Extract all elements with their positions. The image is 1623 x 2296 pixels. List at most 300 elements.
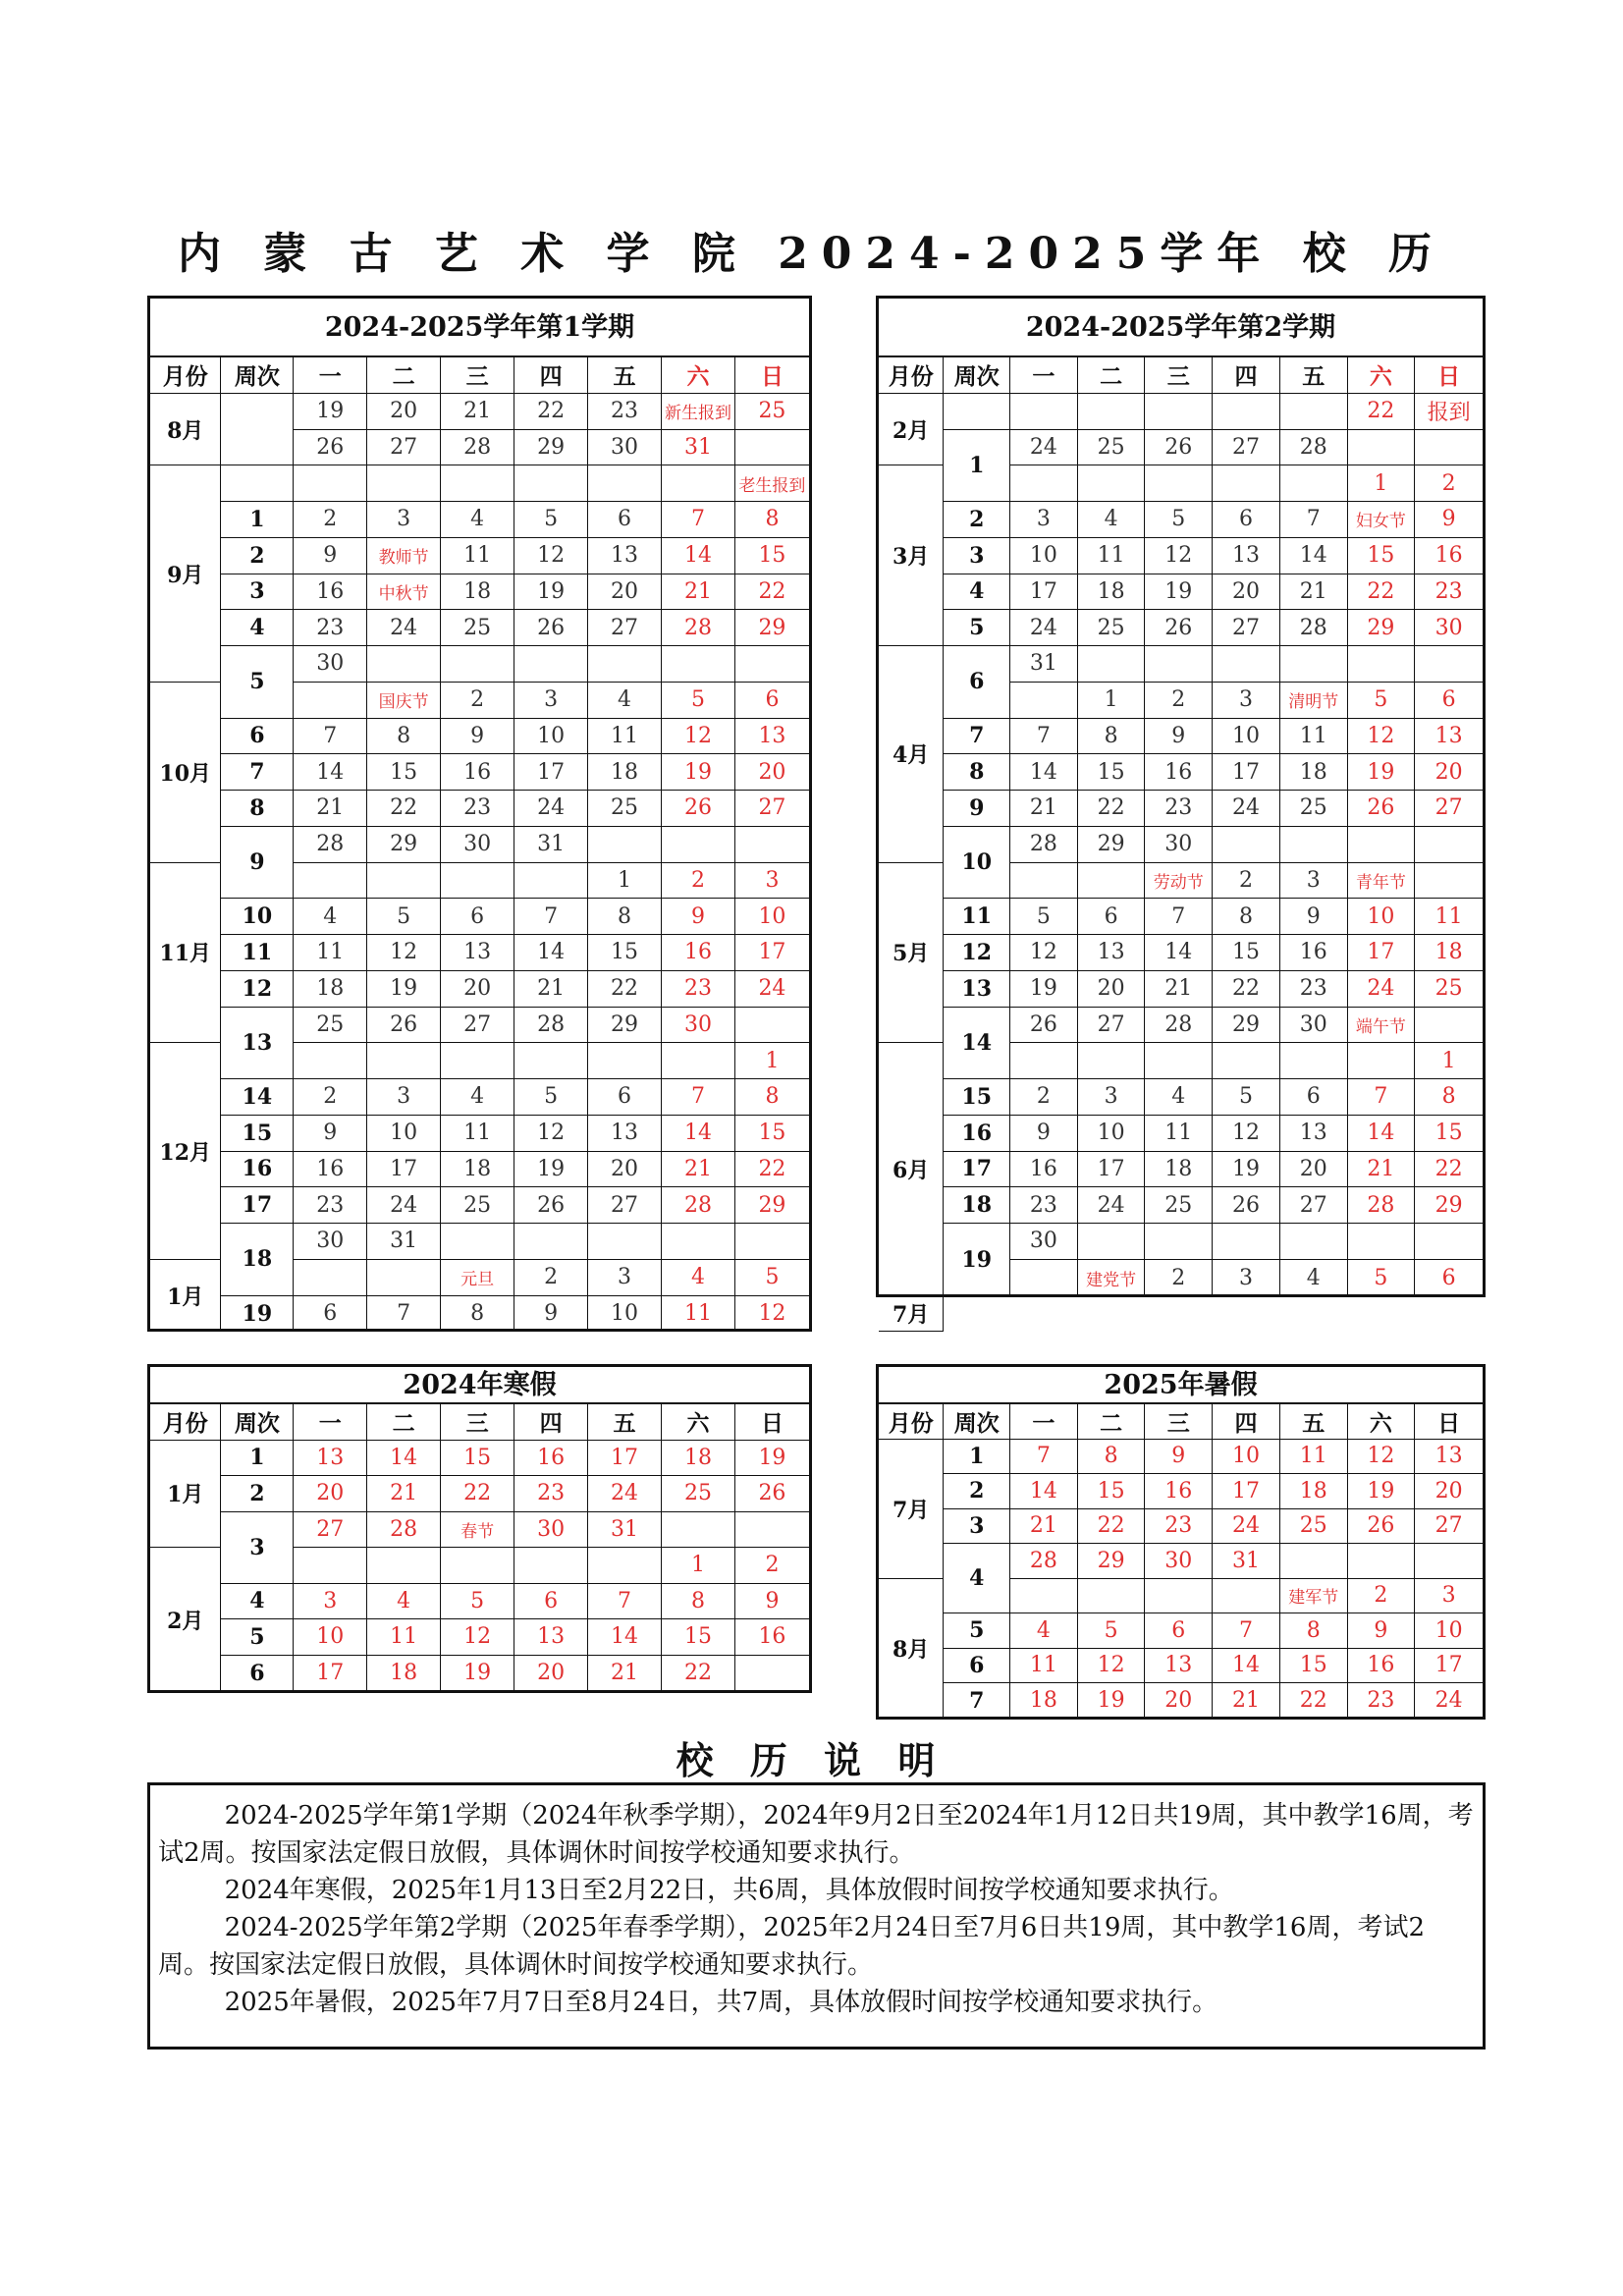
week-number: 11 <box>221 935 294 971</box>
day-cell: 5 <box>662 683 735 719</box>
holiday-label: 教师节 <box>367 538 441 574</box>
day-cell: 16 <box>1348 1649 1416 1684</box>
day-cell: 12 <box>1348 719 1416 755</box>
day-cell <box>1280 465 1348 502</box>
week-number: 11 <box>944 899 1010 935</box>
day-cell <box>662 827 735 863</box>
day-cell: 23 <box>1348 1683 1416 1719</box>
day-cell: 20 <box>735 754 809 791</box>
day-cell: 17 <box>1213 1474 1280 1509</box>
day-cell <box>1213 394 1280 430</box>
day-cell: 13 <box>514 1619 588 1656</box>
day-cell <box>514 1224 588 1260</box>
week-number <box>221 394 294 466</box>
day-cell: 6 <box>588 1079 662 1116</box>
week-number: 7 <box>944 1683 1010 1719</box>
day-cell: 27 <box>294 1512 367 1549</box>
week-number: 15 <box>221 1116 294 1152</box>
day-cell <box>1415 646 1483 683</box>
day-cell <box>735 1656 809 1692</box>
day-cell: 15 <box>1415 1116 1483 1152</box>
winter-break-calendar <box>147 1364 812 1693</box>
month-cell: 5月 <box>879 863 944 1044</box>
day-cell: 8 <box>662 1584 735 1620</box>
day-cell: 7 <box>662 1079 735 1116</box>
day-cell: 27 <box>588 1187 662 1224</box>
day-cell: 7 <box>1145 899 1213 935</box>
day-cell <box>1280 1544 1348 1579</box>
day-cell: 26 <box>1145 610 1213 646</box>
day-cell: 18 <box>588 754 662 791</box>
day-cell <box>1010 1579 1078 1614</box>
notes-title: 校 历 说 明 <box>676 1738 947 1782</box>
day-cell: 17 <box>367 1152 441 1188</box>
week-number: 14 <box>221 1079 294 1116</box>
day-cell <box>367 1548 441 1584</box>
day-cell <box>588 1224 662 1260</box>
col-header-3: 二 <box>367 1404 441 1441</box>
month-cell: 1月 <box>150 1260 221 1333</box>
day-cell: 20 <box>588 1152 662 1188</box>
day-cell: 10 <box>294 1619 367 1656</box>
day-cell: 30 <box>662 1008 735 1044</box>
week-number <box>221 465 294 502</box>
day-cell: 21 <box>662 574 735 611</box>
day-cell <box>441 465 514 502</box>
day-cell <box>735 646 809 683</box>
day-cell: 6 <box>1280 1079 1348 1116</box>
day-cell <box>1280 827 1348 863</box>
day-cell: 17 <box>294 1656 367 1692</box>
week-number: 4 <box>944 574 1010 611</box>
day-cell: 5 <box>1010 899 1078 935</box>
day-cell: 29 <box>588 1008 662 1044</box>
day-cell: 11 <box>1010 1649 1078 1684</box>
week-number: 1 <box>221 502 294 538</box>
day-cell: 15 <box>1348 538 1416 574</box>
day-cell: 30 <box>294 1224 367 1260</box>
day-cell: 5 <box>1078 1613 1146 1649</box>
col-header-3: 二 <box>367 357 441 394</box>
day-cell: 9 <box>1145 1440 1213 1475</box>
day-cell <box>294 1043 367 1079</box>
month-cell: 2月 <box>879 394 944 466</box>
day-cell <box>294 683 367 719</box>
day-cell: 20 <box>294 1476 367 1512</box>
day-cell: 19 <box>1010 971 1078 1008</box>
day-cell: 2 <box>662 863 735 900</box>
week-number: 4 <box>944 1544 1010 1613</box>
day-cell <box>1213 1579 1280 1614</box>
col-header-3: 二 <box>1078 1404 1146 1440</box>
day-cell: 2 <box>441 683 514 719</box>
col-header-5: 四 <box>1213 1404 1280 1440</box>
day-cell: 15 <box>441 1441 514 1477</box>
day-cell: 26 <box>1348 791 1416 827</box>
day-cell: 18 <box>1280 754 1348 791</box>
holiday-label: 老生报到 <box>735 465 809 502</box>
week-number: 3 <box>944 1509 1010 1545</box>
day-cell: 25 <box>441 610 514 646</box>
day-cell <box>367 1260 441 1296</box>
week-number: 2 <box>944 1474 1010 1509</box>
week-number: 16 <box>944 1116 1010 1152</box>
day-cell: 15 <box>1078 754 1146 791</box>
col-header-5: 四 <box>514 1404 588 1441</box>
day-cell: 14 <box>1213 1649 1280 1684</box>
week-number: 10 <box>944 827 1010 900</box>
day-cell <box>735 1512 809 1549</box>
day-cell: 30 <box>441 827 514 863</box>
day-cell: 17 <box>1078 1152 1146 1188</box>
day-cell: 18 <box>1415 935 1483 971</box>
day-cell: 7 <box>514 899 588 935</box>
day-cell: 14 <box>588 1619 662 1656</box>
col-header-7: 六 <box>1348 357 1416 394</box>
day-cell: 4 <box>1010 1613 1078 1649</box>
day-cell: 29 <box>735 610 809 646</box>
day-cell: 31 <box>588 1512 662 1549</box>
day-cell: 15 <box>367 754 441 791</box>
week-number: 19 <box>944 1224 1010 1296</box>
day-cell <box>1078 1224 1146 1260</box>
day-cell: 14 <box>514 935 588 971</box>
day-cell: 4 <box>1145 1079 1213 1116</box>
day-cell: 17 <box>735 935 809 971</box>
day-cell: 21 <box>662 1152 735 1188</box>
day-cell: 9 <box>1280 899 1348 935</box>
day-cell: 11 <box>1415 899 1483 935</box>
day-cell: 4 <box>294 899 367 935</box>
day-cell: 12 <box>1348 1440 1416 1475</box>
day-cell: 5 <box>367 899 441 935</box>
day-cell <box>514 1043 588 1079</box>
day-cell: 26 <box>1010 1008 1078 1044</box>
day-cell: 23 <box>588 394 662 430</box>
day-cell: 24 <box>1078 1187 1146 1224</box>
day-cell: 22 <box>1415 1152 1483 1188</box>
holiday-label: 青年节 <box>1348 863 1416 900</box>
day-cell: 14 <box>1145 935 1213 971</box>
day-cell: 3 <box>367 1079 441 1116</box>
day-cell: 11 <box>1280 1440 1348 1475</box>
day-cell: 24 <box>1213 1509 1280 1545</box>
col-header-2: 一 <box>294 1404 367 1441</box>
day-cell <box>514 1548 588 1584</box>
day-cell <box>367 465 441 502</box>
day-cell: 4 <box>1078 502 1146 538</box>
week-number: 6 <box>944 646 1010 719</box>
day-cell: 10 <box>1213 1440 1280 1475</box>
day-cell: 24 <box>1348 971 1416 1008</box>
day-cell: 25 <box>662 1476 735 1512</box>
day-cell: 17 <box>1348 935 1416 971</box>
day-cell <box>1213 465 1280 502</box>
day-cell: 3 <box>1010 502 1078 538</box>
day-cell: 13 <box>441 935 514 971</box>
day-cell: 22 <box>1348 394 1416 430</box>
day-cell: 20 <box>514 1656 588 1692</box>
day-cell: 11 <box>294 935 367 971</box>
day-cell <box>1348 827 1416 863</box>
day-cell: 8 <box>1415 1079 1483 1116</box>
day-cell: 5 <box>514 502 588 538</box>
day-cell: 22 <box>735 1152 809 1188</box>
day-cell: 21 <box>1213 1683 1280 1719</box>
page-title: 内 蒙 古 艺 术 学 院 2024-2025学年 校 历 <box>177 229 1446 279</box>
day-cell: 25 <box>1280 791 1348 827</box>
day-cell: 3 <box>588 1260 662 1296</box>
week-number: 2 <box>221 538 294 574</box>
semester-1-title: 2024-2025学年第1学期 <box>150 299 809 357</box>
day-cell: 15 <box>1213 935 1280 971</box>
day-cell: 20 <box>1415 754 1483 791</box>
day-cell: 14 <box>1010 754 1078 791</box>
day-cell <box>735 1224 809 1260</box>
day-cell: 28 <box>1010 1544 1078 1579</box>
day-cell: 19 <box>514 1152 588 1188</box>
day-cell: 18 <box>367 1656 441 1692</box>
day-cell: 25 <box>1078 430 1146 466</box>
day-cell: 13 <box>1078 935 1146 971</box>
day-cell: 21 <box>294 791 367 827</box>
day-cell: 13 <box>294 1441 367 1477</box>
summer-break-grid <box>879 1404 1483 1719</box>
week-number: 3 <box>221 1512 294 1584</box>
day-cell <box>1415 1008 1483 1044</box>
day-cell: 30 <box>1145 827 1213 863</box>
day-cell <box>441 1043 514 1079</box>
day-cell <box>1348 646 1416 683</box>
day-cell <box>1348 430 1416 466</box>
day-cell <box>1280 394 1348 430</box>
day-cell: 27 <box>735 791 809 827</box>
day-cell: 7 <box>662 502 735 538</box>
week-number <box>944 394 1010 430</box>
day-cell: 31 <box>1010 646 1078 683</box>
day-cell <box>1415 863 1483 900</box>
winter-break-title: 2024年寒假 <box>150 1367 809 1404</box>
day-cell: 6 <box>1415 683 1483 719</box>
col-header-2: 一 <box>294 357 367 394</box>
col-header-8: 日 <box>1415 357 1483 394</box>
day-cell: 9 <box>1348 1613 1416 1649</box>
day-cell: 23 <box>441 791 514 827</box>
day-cell: 11 <box>588 719 662 755</box>
day-cell <box>1010 683 1078 719</box>
day-cell: 24 <box>1010 610 1078 646</box>
month-cell: 7月 <box>879 1440 944 1579</box>
day-cell: 30 <box>294 646 367 683</box>
day-cell: 18 <box>1145 1152 1213 1188</box>
day-cell: 15 <box>588 935 662 971</box>
day-cell: 23 <box>1010 1187 1078 1224</box>
col-header-0: 月份 <box>879 357 944 394</box>
day-cell: 16 <box>441 754 514 791</box>
day-cell: 21 <box>514 971 588 1008</box>
day-cell: 29 <box>1415 1187 1483 1224</box>
week-number: 7 <box>221 754 294 791</box>
day-cell: 7 <box>1010 1440 1078 1475</box>
holiday-label: 端午节 <box>1348 1008 1416 1044</box>
week-number: 4 <box>221 610 294 646</box>
day-cell: 27 <box>588 610 662 646</box>
day-cell: 12 <box>1010 935 1078 971</box>
day-cell: 14 <box>662 538 735 574</box>
summer-break-title: 2025年暑假 <box>879 1367 1483 1404</box>
day-cell: 22 <box>735 574 809 611</box>
day-cell: 6 <box>735 683 809 719</box>
day-cell <box>1213 1224 1280 1260</box>
day-cell <box>1348 1224 1416 1260</box>
month-cell: 3月 <box>879 465 944 646</box>
day-cell: 24 <box>1434 1688 1463 1714</box>
day-cell: 8 <box>441 1296 514 1333</box>
day-cell: 19 <box>514 574 588 611</box>
day-cell: 22 <box>441 1476 514 1512</box>
day-cell: 25 <box>294 1008 367 1044</box>
day-cell: 4 <box>588 683 662 719</box>
week-number: 8 <box>221 791 294 827</box>
day-cell <box>735 1008 809 1044</box>
day-cell <box>367 646 441 683</box>
day-cell: 1 <box>1415 1043 1483 1079</box>
day-cell: 22 <box>1213 971 1280 1008</box>
day-cell: 7 <box>294 719 367 755</box>
col-header-1: 周次 <box>944 1404 1010 1440</box>
week-number: 5 <box>221 1619 294 1656</box>
day-cell: 2 <box>1415 465 1483 502</box>
day-cell: 3 <box>1415 1579 1483 1614</box>
col-header-6: 五 <box>1280 1404 1348 1440</box>
day-cell: 8 <box>735 502 809 538</box>
day-cell: 7 <box>1213 1613 1280 1649</box>
day-cell: 28 <box>1280 430 1348 466</box>
day-cell: 24 <box>1010 430 1078 466</box>
day-cell: 10 <box>1348 899 1416 935</box>
day-cell <box>1010 1043 1078 1079</box>
note-paragraph-3: 2024-2025学年第2学期（2025年春季学期），2025年2月24日至7月6日共19周，其中教学16周，考试2周。按国家法定假日放假，具体调休时间按学校通知要求执行。 <box>158 1913 1426 1980</box>
day-cell: 16 <box>294 1152 367 1188</box>
col-header-2: 一 <box>1010 1404 1078 1440</box>
day-cell: 30 <box>588 430 662 466</box>
day-cell: 22 <box>1280 1683 1348 1719</box>
day-cell: 13 <box>1145 1649 1213 1684</box>
day-cell <box>514 863 588 900</box>
day-cell: 21 <box>1280 574 1348 611</box>
day-cell: 26 <box>735 1476 809 1512</box>
week-number: 9 <box>944 791 1010 827</box>
day-cell: 9 <box>662 899 735 935</box>
day-cell: 16 <box>735 1619 809 1656</box>
day-cell: 23 <box>662 971 735 1008</box>
day-cell: 10 <box>1213 719 1280 755</box>
week-number: 8 <box>944 754 1010 791</box>
day-cell: 30 <box>1415 610 1483 646</box>
day-cell <box>1078 1043 1146 1079</box>
day-cell: 20 <box>588 574 662 611</box>
day-cell: 19 <box>441 1656 514 1692</box>
day-cell: 3 <box>1280 863 1348 900</box>
day-cell <box>588 465 662 502</box>
day-cell: 18 <box>662 1441 735 1477</box>
day-cell: 19 <box>1145 574 1213 611</box>
day-cell: 5 <box>441 1584 514 1620</box>
day-cell: 28 <box>1280 610 1348 646</box>
holiday-label: 劳动节 <box>1145 863 1213 900</box>
day-cell: 9 <box>294 538 367 574</box>
day-cell: 31 <box>514 827 588 863</box>
day-cell: 19 <box>662 754 735 791</box>
day-cell <box>1348 1043 1416 1079</box>
day-cell <box>1280 1043 1348 1079</box>
semester-2-grid <box>879 357 1483 1332</box>
month-cell: 9月 <box>150 465 221 683</box>
day-cell: 28 <box>1145 1008 1213 1044</box>
day-cell: 25 <box>588 791 662 827</box>
day-cell: 14 <box>367 1441 441 1477</box>
day-cell: 13 <box>1213 538 1280 574</box>
day-cell: 27 <box>1213 430 1280 466</box>
day-cell <box>441 646 514 683</box>
day-cell: 19 <box>1348 1474 1416 1509</box>
day-cell: 12 <box>1145 538 1213 574</box>
day-cell: 15 <box>662 1619 735 1656</box>
week-number: 4 <box>221 1584 294 1620</box>
day-cell: 10 <box>1415 1613 1483 1649</box>
day-cell: 9 <box>1145 719 1213 755</box>
day-cell: 9 <box>441 719 514 755</box>
week-number: 18 <box>221 1224 294 1296</box>
day-cell: 25 <box>1145 1187 1213 1224</box>
day-cell <box>1078 1579 1146 1614</box>
day-cell: 21 <box>441 394 514 430</box>
col-header-6: 五 <box>588 357 662 394</box>
col-header-0: 月份 <box>879 1404 944 1440</box>
holiday-label: 中秋节 <box>367 574 441 611</box>
day-cell: 24 <box>367 1187 441 1224</box>
day-cell: 31 <box>662 430 735 466</box>
month-cell: 8月 <box>879 1579 944 1719</box>
day-cell: 30 <box>514 1512 588 1549</box>
day-cell <box>1078 394 1146 430</box>
week-number: 3 <box>944 538 1010 574</box>
day-cell: 14 <box>1348 1116 1416 1152</box>
day-cell <box>367 1043 441 1079</box>
day-cell <box>1145 1579 1213 1614</box>
col-header-8: 日 <box>1415 1404 1483 1440</box>
col-header-7: 六 <box>662 357 735 394</box>
note-paragraph-4: 2025年暑假，2025年7月7日至8月24日，共7周，具体放假时间按学校通知要求执行。 <box>224 1988 1218 2017</box>
day-cell <box>441 863 514 900</box>
day-cell <box>1213 827 1280 863</box>
day-cell: 10 <box>514 719 588 755</box>
day-cell: 19 <box>1348 754 1416 791</box>
day-cell: 14 <box>1280 538 1348 574</box>
week-number: 1 <box>944 1440 1010 1475</box>
day-cell <box>441 1224 514 1260</box>
day-cell: 24 <box>588 1476 662 1512</box>
day-cell: 22 <box>588 971 662 1008</box>
day-cell: 26 <box>1145 430 1213 466</box>
day-cell: 16 <box>1415 538 1483 574</box>
day-cell <box>1415 430 1483 466</box>
day-cell: 18 <box>441 1152 514 1188</box>
day-cell: 10 <box>1010 538 1078 574</box>
day-cell: 28 <box>1348 1187 1416 1224</box>
col-header-6: 五 <box>1280 357 1348 394</box>
day-cell <box>662 1512 735 1549</box>
